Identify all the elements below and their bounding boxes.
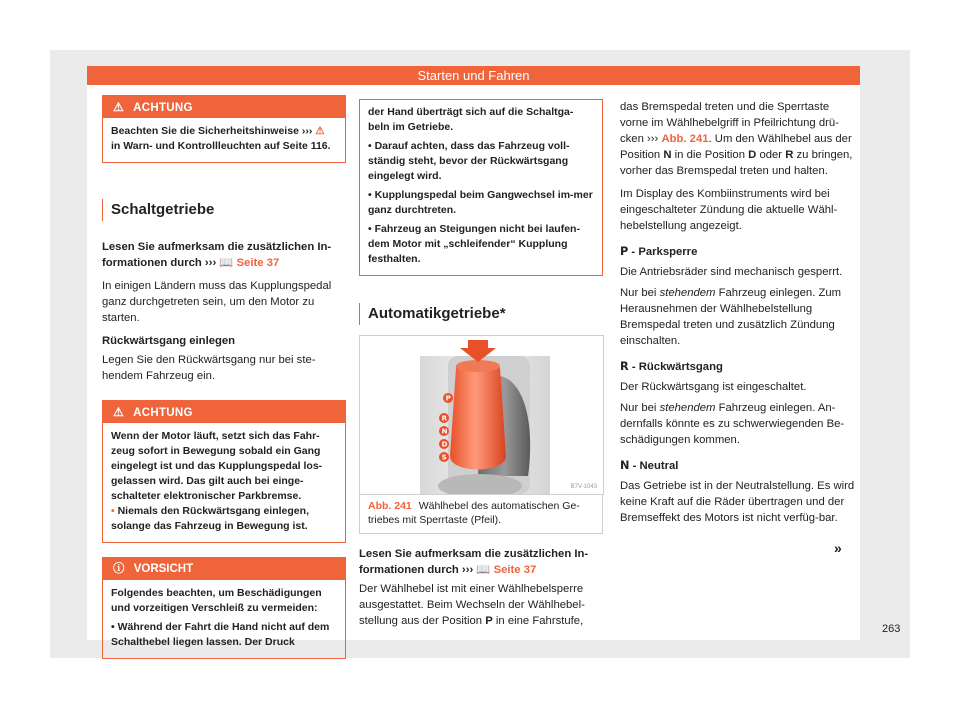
paragraph: In einigen Ländern muss das Kupplungspedal ganz durchgetreten sein, um den Motor zu starten. [102,280,332,324]
paragraph: Das Getriebe ist in der Neutralstellung. Es wird keine Kraft auf die Räder übertragen und der Bremseffekt des Motors ist nicht verfüg-bar. [620,480,855,524]
figure-label: Abb. 241 [368,500,412,512]
paragraph: Der Wählhebel ist mit einer Wählhebelsperre ausgestattet. Beim Wechseln der Wählhebel-stellung aus der Position P in eine Fahrstufe, [359,583,585,627]
warning-box [102,400,346,543]
paragraph: Nur bei stehendem Fahrzeug einlegen. Zum Herausnehmen der Wählhebelstellung Bremspedal treten und zusätzlich Zündung einschalten. [620,287,842,347]
figure-link[interactable]: Abb. 241 [661,133,709,145]
subheading: N - Neutral [620,459,679,472]
warning-text: Wenn der Motor läuft, setzt sich das Fahr-zeug sofort in Bewegung sobald ein Gang eingelegt ist und das Kupplungspedal los-gelassen wird. Das gilt auch bei einge-schalteter elektronischer Parkbremse. [111,430,323,502]
gear-selector-figure [359,335,604,495]
caution-text: der Hand überträgt sich auf die Schaltga-beln im Getriebe. [368,106,574,133]
gear-r-glyph: R [620,360,629,373]
book-icon: 📖 [219,257,234,269]
caution-box-continued [359,99,603,276]
figure-code: B7V-1043 [570,484,597,490]
section-title: Schaltgetriebe [102,199,346,221]
warning-heading: ACHTUNG [133,407,193,419]
caution-bullet: • Darauf achten, dass das Fahrzeug voll-ständig steht, bevor der Rückwärtsgang eingelegt wird. [368,140,570,182]
column-right [620,99,860,526]
warning-triangle-icon: ⚠ [113,100,125,114]
warning-box [102,95,346,163]
figure-caption: Abb. 241 Wählhebel des automatischen Ge-triebes mit Sperrtaste (Pfeil). [359,495,603,534]
caution-box [102,557,346,659]
subheading: P - Parksperre [620,245,698,258]
column-middle [359,99,603,629]
paragraph: Die Antriebsräder sind mechanisch gesperrt. [620,266,843,278]
continued-marker: » [834,540,842,556]
paragraph: das Bremspedal treten und die Sperrtaste vorne im Wählhebelgriff in Pfeilrichtung drü-cken ››› Abb. 241. Um den Wählhebel aus der Position N in die Position D oder R zu bringen, vorher das Bremspedal treten und halten. [620,101,853,177]
info-circle-icon: ⓘ [113,563,125,575]
warning-triangle-icon: ⚠ [113,405,125,419]
warning-triangle-icon: ⚠ [315,125,325,137]
gear-label: D [441,440,448,449]
column-left [102,85,346,659]
section-title: Automatikgetriebe* [359,303,603,325]
intro-text: Lesen Sie aufmerksam die zusätzlichen In- formationen durch ››› 📖 Seite 37 [102,241,332,269]
warning-heading: ACHTUNG [133,102,193,114]
gear-n-glyph: N [620,459,630,472]
intro-text: Lesen Sie aufmerksam die zusätzlichen In- formationen durch ››› 📖 Seite 37 [359,548,589,576]
gear-label: R [441,414,447,423]
caution-bullet: • Während der Fahrt die Hand nicht auf dem Schalthebel liegen lassen. Der Druck [111,621,330,648]
gear-label: N [441,427,448,436]
warning-text: Beachten Sie die Sicherheitshinweise ››› [111,125,313,137]
caution-text: Folgendes beachten, um Beschädigungen und vorzeitigen Verschleiß zu vermeiden: [111,587,322,614]
book-icon: 📖 [476,564,491,576]
caution-bullet: • Kupplungspedal beim Gangwechsel im-mer ganz durchtreten. [368,189,593,216]
warning-bullet: • Niemals den Rückwärtsgang einlegen, solange das Fahrzeug in Bewegung ist. [111,505,309,532]
gear-label: P [445,394,451,403]
page-link[interactable]: Seite 37 [493,564,537,576]
page-link[interactable]: Seite 37 [236,257,280,269]
paragraph: Im Display des Kombiinstruments wird bei eingeschalteter Zündung die aktuelle Wähl-hebelstellung angezeigt. [620,188,838,232]
page-header: Starten und Fahren [87,66,860,85]
gear-label: S [441,453,447,462]
subheading: R - Rückwärtsgang [620,360,723,373]
paragraph: Der Rückwärtsgang ist eingeschaltet. [620,381,807,393]
warning-text: in Warn- und Kontrollleuchten auf Seite 116. [111,140,331,152]
caution-heading: VORSICHT [133,563,194,575]
gear-lever-illustration [360,336,603,494]
paragraph: Legen Sie den Rückwärtsgang nur bei ste-hendem Fahrzeug ein. [102,354,316,382]
paragraph: Nur bei stehendem Fahrzeug einlegen. An-dernfalls könnte es zu schwerwiegenden Be-schädigungen kommen. [620,402,845,446]
subheading: Rückwärtsgang einlegen [102,335,236,347]
caution-bullet: • Fahrzeug an Steigungen nicht bei laufen-dem Motor mit „schleifender“ Kupplung festhalten. [368,223,580,265]
gear-p-glyph: P [620,245,629,258]
page-number: 263 [882,623,901,635]
